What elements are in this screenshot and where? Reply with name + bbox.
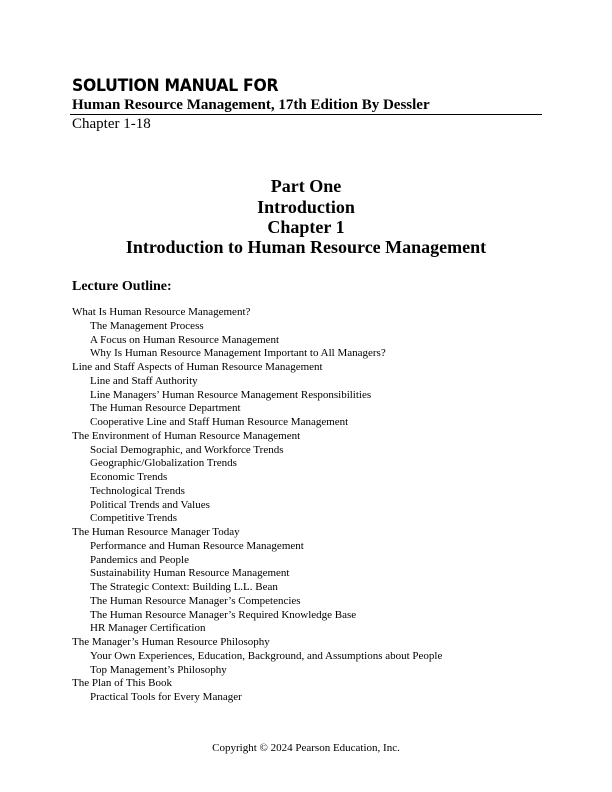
outline-item: The Manager’s Human Resource Philosophy	[72, 636, 270, 648]
outline-subitem: Pandemics and People	[90, 553, 189, 566]
outline-subitem: The Human Resource Department	[90, 402, 241, 415]
lecture-outline-heading: Lecture Outline:	[72, 279, 172, 294]
outline-subitem: Top Management’s Philosophy	[90, 663, 227, 676]
outline-subitem: Sustainability Human Resource Management	[90, 567, 290, 580]
header-rule	[70, 114, 542, 115]
outline-subitem: Economic Trends	[90, 471, 168, 483]
part-name-heading: Introduction	[257, 197, 355, 217]
chapter-heading: Chapter 1	[267, 217, 345, 237]
chapter-range: Chapter 1-18	[72, 116, 151, 132]
outline-subitem: Geographic/Globalization Trends	[90, 457, 237, 470]
brand-title: SOLUTION MANUAL FOR	[72, 76, 279, 96]
outline-subitem: Line Managers’ Human Resource Management Responsibilities	[90, 388, 372, 401]
outline-subitem: HR Manager Certification	[90, 622, 206, 635]
outline-subitem: The Management Process	[90, 319, 204, 332]
outline-subitem: Performance and Human Resource Management	[90, 539, 304, 552]
book-subtitle: Human Resource Management, 17th Edition By Dessler	[72, 97, 430, 113]
outline-subitem: Cooperative Line and Staff Human Resource Management	[90, 416, 349, 428]
outline-subitem: Competitive Trends	[90, 512, 178, 525]
chapter-title: Introduction to Human Resource Management	[125, 237, 487, 257]
outline-item: The Plan of This Book	[72, 677, 173, 690]
outline-subitem: A Focus on Human Resource Management	[90, 333, 280, 346]
outline-subitem: Social Demographic, and Workforce Trends	[90, 443, 284, 456]
outline-item: The Human Resource Manager Today	[72, 526, 240, 538]
outline-item: Line and Staff Aspects of Human Resource Management	[72, 361, 323, 373]
outline-subitem: Political Trends and Values	[90, 498, 210, 511]
copyright-footer: Copyright © 2024 Pearson Education, Inc.	[212, 742, 400, 754]
outline-subitem: Why Is Human Resource Management Important to All Managers?	[90, 347, 386, 360]
outline-subitem: Line and Staff Authority	[90, 374, 198, 387]
outline-subitem: Your Own Experiences, Education, Background, and Assumptions about People	[90, 649, 443, 662]
outline-subitem: Technological Trends	[90, 484, 185, 497]
outline-item: The Environment of Human Resource Management	[72, 429, 301, 442]
outline-subitem: The Human Resource Manager’s Competencies	[90, 594, 301, 607]
outline-item: What Is Human Resource Management?	[72, 306, 251, 318]
lecture-outline-list	[72, 306, 442, 705]
part-heading: Part One	[270, 176, 342, 196]
outline-subitem: The Strategic Context: Building L.L. Bean	[90, 581, 278, 593]
outline-subitem: The Human Resource Manager’s Required Knowledge Base	[90, 608, 357, 621]
outline-subitem: Practical Tools for Every Manager	[90, 691, 242, 703]
